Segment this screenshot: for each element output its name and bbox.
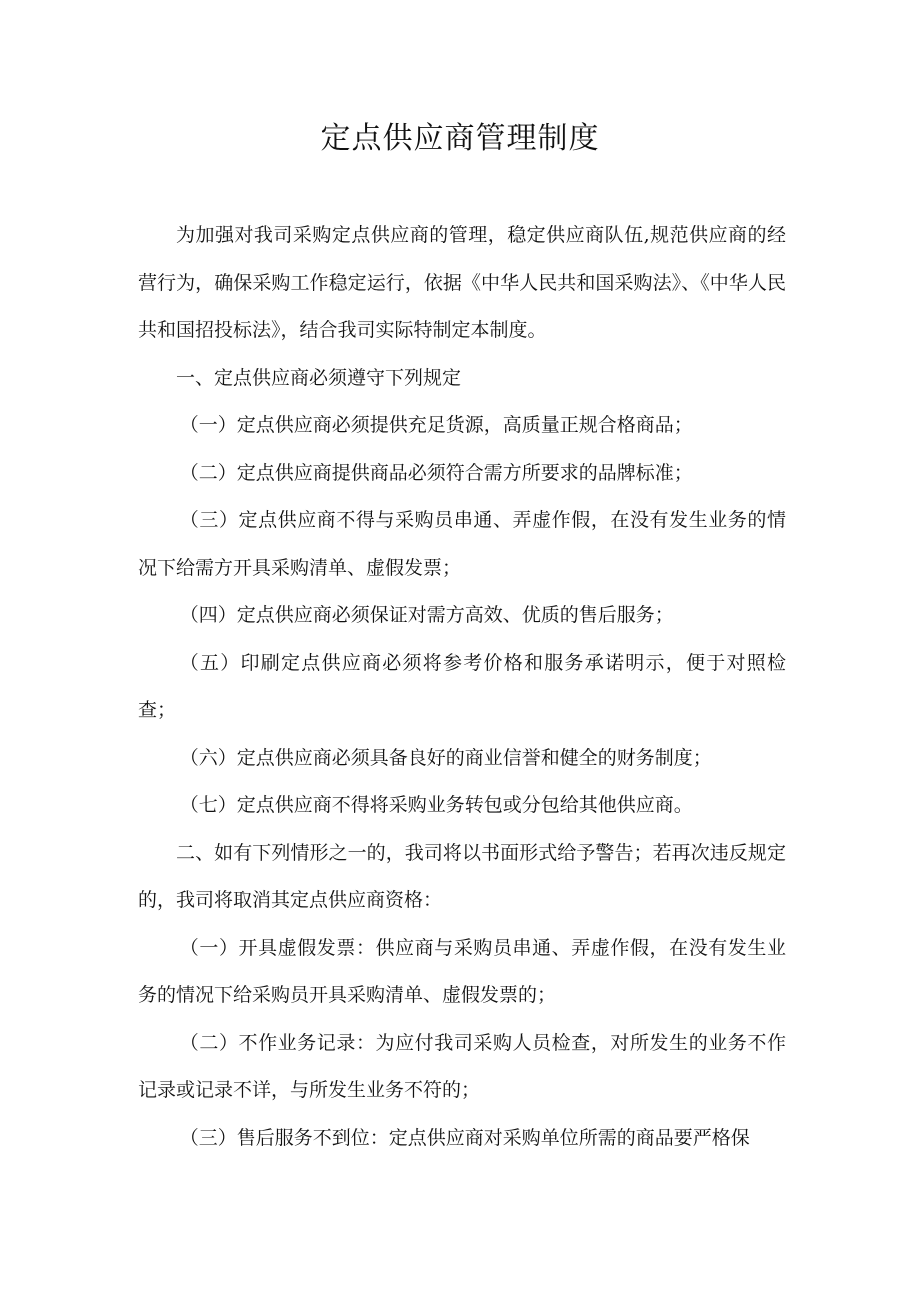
clause-2-3: （三）售后服务不到位：定点供应商对采购单位所需的商品要严格保: [179, 1126, 750, 1149]
section-heading-1: 一、定点供应商必须遵守下列规定: [176, 366, 462, 389]
clause-1-6: （六）定点供应商必须具备良好的商业信誉和健全的财务制度；: [179, 746, 712, 769]
clause-2-1: （一）开具虚假发票：供应商与采购员串通、弄虚作假，在没有发生业务的情况下给采购员开具采购清单、虚假发票的；: [138, 936, 786, 1006]
section-heading-2: 二、如有下列情形之一的，我司将以书面形式给予警告；若再次违反规定的，我司将取消其定点供应商资格：: [138, 841, 786, 911]
clause-1-1: （一）定点供应商必须提供充足货源，高质量正规合格商品；: [179, 414, 693, 436]
clause-1-3: （三）定点供应商不得与采购员串通、弄虚作假，在没有发生业务的情况下给需方开具采购清单、虚假发票；: [138, 509, 786, 579]
clause-1-5: （五）印刷定点供应商必须将参考价格和服务承诺明示，便于对照检查；: [138, 651, 786, 721]
document-body: [138, 212, 786, 1162]
clause-2-2: （二）不作业务记录：为应付我司采购人员检查，对所发生的业务不作记录或记录不详，与所发生业务不符的；: [138, 1031, 786, 1101]
paragraph-intro: 为加强对我司采购定点供应商的管理，稳定供应商队伍,规范供应商的经营行为，确保采购工作稳定运行，依据《中华人民共和国采购法》、《中华人民共和国招投标法》，结合我司实际特制定本制度。: [138, 224, 786, 341]
document-title: 定点供应商管理制度: [320, 121, 600, 156]
clause-1-2: （二）定点供应商提供商品必须符合需方所要求的品牌标准；: [179, 461, 693, 484]
clause-1-7: （七）定点供应商不得将采购业务转包或分包给其他供应商。: [179, 794, 693, 816]
clause-1-4: （四）定点供应商必须保证对需方高效、优质的售后服务；: [179, 604, 674, 626]
